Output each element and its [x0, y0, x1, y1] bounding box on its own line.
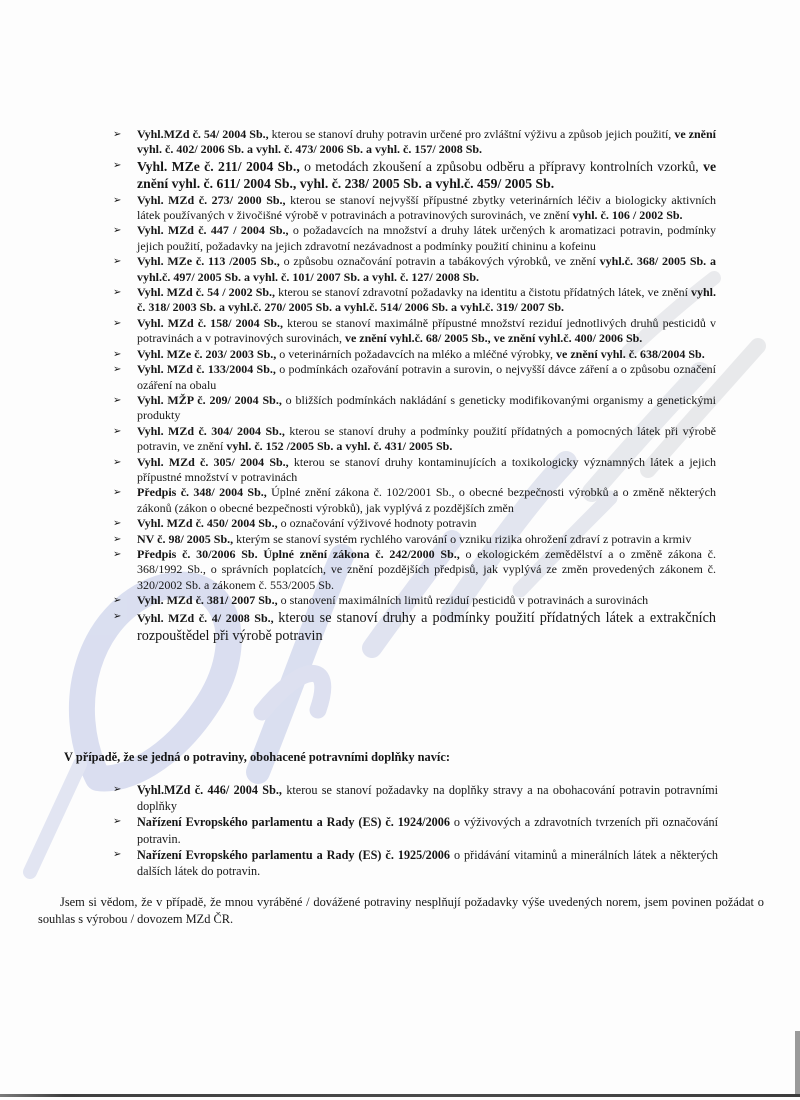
list-item	[112, 254, 716, 285]
list-item-text: Vyhl.MZd č. 54/ 2004 Sb., kterou se stanoví druhy potravin určené pro zvláštní výživu a způsob jejich použití, ve znění vyhl. č. 402/ 2006 Sb. a vyhl. č. 473/ 2006 Sb. a vyhl. č. 157/ 2008 Sb.	[137, 127, 716, 157]
list-item-text: Nařízení Evropského parlamentu a Rady (ES) č. 1925/2006 o přidávání vitaminů a minerálních látek a některých dalších látek do potravin.	[137, 847, 718, 879]
scan-bottom-edge-artifact	[0, 1094, 800, 1097]
arrow-bullet-icon: ➢	[113, 256, 122, 268]
list-item-text: Předpis č. 348/ 2004 Sb., Úplné znění zákona č. 102/2001 Sb., o obecné bezpečnosti výrobků a o změně některých zákonů (zákon o obecné bezpečnosti výrobků), jak vyplývá z pozdějších změn	[137, 485, 716, 515]
list-item	[112, 485, 716, 516]
supplement-regulation-list	[112, 782, 718, 879]
arrow-bullet-icon: ➢	[113, 784, 122, 795]
supplement-heading: V případě, že se jedná o potraviny, obohacené potravními doplňky navíc:	[64, 750, 450, 764]
list-item	[112, 547, 716, 593]
list-item	[112, 609, 716, 646]
list-item-text: Vyhl.MZd č. 446/ 2004 Sb., kterou se stanoví požadavky na doplňky stravy a na obohacování potravin potravními doplňky	[137, 783, 718, 814]
list-item-text: Vyhl. MZd č. 54 / 2002 Sb., kterou se stanoví zdravotní požadavky na identitu a čistotu přídatných látek, ve znění vyhl. č. 318/ 2003 Sb. a vyhl.č. 270/ 2005 Sb. a vyhl.č. 514/ 2006 Sb. a vyhl.č. 319/ 2007 Sb.	[137, 285, 716, 315]
arrow-bullet-icon: ➢	[113, 548, 122, 560]
arrow-bullet-icon: ➢	[113, 425, 122, 437]
list-item	[112, 393, 716, 424]
list-item-text: NV č. 98/ 2005 Sb., kterým se stanoví systém rychlého varování o vzniku rizika ohrožení zdraví z potravin a krmiv	[137, 531, 692, 546]
arrow-bullet-icon: ➢	[113, 394, 122, 406]
list-item-text: Vyhl. MZd č. 447 / 2004 Sb., o požadavcích na množství a druhy látek určených k aromatizaci potravin, podmínky jejich použití, požadavky na jejich zdravotní nezávadnost a podmínky použití chininu a kofeinu	[137, 223, 716, 253]
closing-paragraph: Jsem si vědom, že v případě, že mnou vyráběné / dovážené potraviny nesplňují požadavky výše uvedených norem, jsem povinen požádat o souhlas s výrobou / dovozem MZd ČR.	[38, 895, 764, 926]
list-item	[112, 516, 716, 531]
list-item	[112, 193, 716, 224]
arrow-bullet-icon: ➢	[113, 610, 122, 622]
arrow-bullet-icon: ➢	[113, 225, 122, 237]
arrow-bullet-icon: ➢	[113, 348, 122, 360]
arrow-bullet-icon: ➢	[113, 533, 122, 545]
list-item-text: Vyhl. MZd č. 305/ 2004 Sb., kterou se stanoví druhy kontaminujících a toxikologicky významných látek a jejich přípustné množství v potravinách	[137, 454, 716, 484]
list-item-text: Vyhl. MZe č. 113 /2005 Sb., o způsobu označování potravin a tabákových výrobků, ve znění vyhl.č. 368/ 2005 Sb. a vyhl.č. 497/ 2005 Sb. a vyhl. č. 101/ 2007 Sb. a vyhl. č. 127/ 2008 Sb.	[137, 254, 717, 284]
arrow-bullet-icon: ➢	[113, 159, 122, 171]
arrow-bullet-icon: ➢	[113, 595, 122, 607]
list-item-text: Vyhl. MZd č. 4/ 2008 Sb., kterou se stanoví druhy a podmínky použití přídatných látek a extrakčních rozpouštědel při výrobě potravin	[137, 609, 716, 645]
list-item-text: Vyhl. MZe č. 211/ 2004 Sb., o metodách zkoušení a způsobu odběru a přípravy kontrolních vzorků, ve znění vyhl. č. 611/ 2004 Sb., vyhl. č. 238/ 2005 Sb. a vyhl.č. 459/ 2005 Sb.	[137, 158, 717, 192]
list-item	[112, 782, 718, 814]
list-item-text: Nařízení Evropského parlamentu a Rady (ES) č. 1924/2006 o výživových a zdravotních tvrzeních při označování potravin.	[137, 815, 718, 846]
arrow-bullet-icon: ➢	[113, 364, 122, 376]
list-item	[112, 347, 716, 362]
list-item-text: Vyhl. MZe č. 203/ 2003 Sb., o veterinárních požadavcích na mléko a mléčné výrobky, ve znění vyhl. č. 638/2004 Sb.	[137, 346, 705, 361]
list-item-text: Vyhl. MZd č. 273/ 2000 Sb., kterou se stanoví nejvyšší přípustné zbytky veterinárních léčiv a biologicky aktivních látek používaných v živočišné výrobě v potravinách a potravinových surovinách, ve znění vyhl. č. 106 / 2002 Sb.	[137, 192, 716, 223]
regulation-list	[112, 127, 716, 646]
list-item-text: Vyhl. MZd č. 158/ 2004 Sb., kterou se stanoví maximálně přípustné množství reziduí jednotlivých druhů pesticidů v potravinách a v potravinových surovinách, ve znění vyhl.č. 68/ 2005 Sb., ve znění vyhl.č. 400/ 2006 Sb.	[137, 315, 716, 346]
list-item	[112, 223, 716, 254]
arrow-bullet-icon: ➢	[113, 487, 122, 499]
list-item-text: Vyhl. MŽP č. 209/ 2004 Sb., o bližších podmínkách nakládání s geneticky modifikovanými organismy a genetickými produkty	[137, 392, 716, 423]
list-item	[112, 127, 716, 158]
arrow-bullet-icon: ➢	[113, 816, 122, 828]
list-item	[112, 424, 716, 455]
list-item	[112, 455, 716, 486]
list-item	[112, 814, 718, 846]
arrow-bullet-icon: ➢	[113, 848, 122, 860]
list-item-text: Vyhl. MZd č. 381/ 2007 Sb., o stanovení maximálních limitů reziduí pesticidů v potravinách a surovinách	[137, 593, 649, 608]
scan-right-edge-artifact	[795, 1031, 800, 1095]
list-item	[112, 316, 716, 347]
arrow-bullet-icon: ➢	[113, 194, 122, 206]
list-item	[112, 847, 718, 879]
list-item	[112, 362, 716, 393]
list-item	[112, 593, 716, 608]
arrow-bullet-icon: ➢	[113, 129, 122, 140]
list-item-text: Předpis č. 30/2006 Sb. Úplné znění zákona č. 242/2000 Sb., o ekologickém zemědělství a o změně zákona č. 368/1992 Sb., o správních poplatcích, ve znění pozdějších předpisů, jak vyplývá ze změn provedených zákonem č. 320/2002 Sb. a zákonem č. 553/2005 Sb.	[137, 546, 717, 592]
list-item-text: Vyhl. MZd č. 450/ 2004 Sb., o označování výživové hodnoty potravin	[137, 516, 477, 531]
list-item	[112, 158, 716, 193]
list-item-text: Vyhl. MZd č. 133/2004 Sb., o podmínkách ozařování potravin a surovin, o nejvyšší dávce záření a o způsobu označení ozáření na obalu	[137, 362, 716, 392]
arrow-bullet-icon: ➢	[113, 518, 122, 530]
arrow-bullet-icon: ➢	[113, 456, 122, 468]
list-item	[112, 285, 716, 316]
arrow-bullet-icon: ➢	[113, 317, 122, 329]
list-item	[112, 532, 716, 547]
list-item-text: Vyhl. MZd č. 304/ 2004 Sb., kterou se stanoví druhy a podmínky použití přídatných a pomocných látek při výrobě potravin, ve znění vyhl. č. 152 /2005 Sb. a vyhl. č. 431/ 2005 Sb.	[137, 423, 716, 454]
arrow-bullet-icon: ➢	[113, 287, 122, 299]
